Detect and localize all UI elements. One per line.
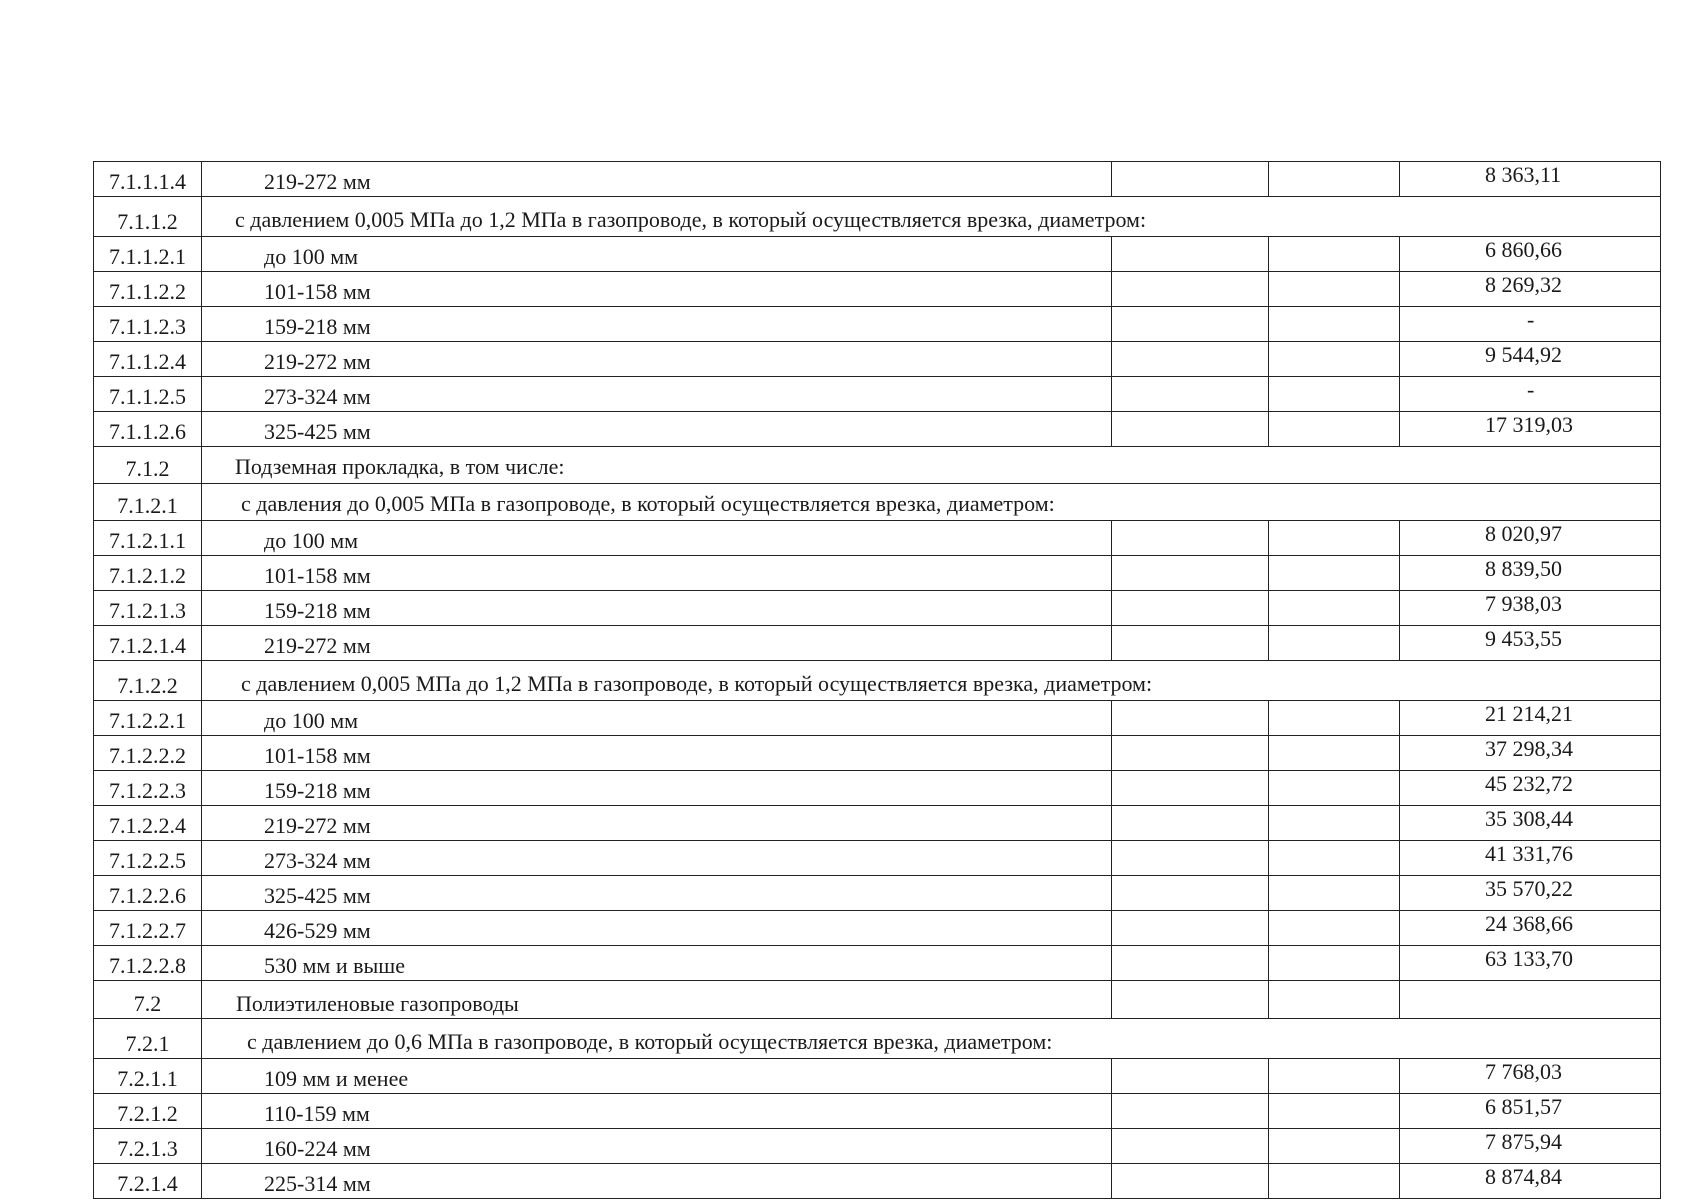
row-value: 35 570,22 [1400,876,1661,911]
row-number: 7.1.2 [94,447,202,484]
empty-cell [1112,911,1269,946]
empty-cell [1269,307,1400,342]
section-description: с давлением до 0,6 МПа в газопроводе, в который осуществляется врезка, диаметром: [202,1019,1661,1059]
empty-cell [1112,701,1269,736]
row-value: 37 298,34 [1400,736,1661,771]
empty-cell [1112,412,1269,447]
row-number: 7.1.2.2.8 [94,946,202,981]
row-number: 7.1.1.2.5 [94,377,202,412]
empty-cell [1112,521,1269,556]
row-number: 7.1.1.1.4 [94,162,202,197]
empty-cell [1269,841,1400,876]
row-number: 7.1.2.2.3 [94,771,202,806]
empty-cell [1112,556,1269,591]
row-description: 160-224 мм [202,1129,1112,1164]
row-value: 63 133,70 [1400,946,1661,981]
row-description: 101-158 мм [202,556,1112,591]
empty-cell [1112,876,1269,911]
section-row [94,447,1661,484]
empty-cell [1112,237,1269,272]
empty-cell [1112,626,1269,661]
section-row [94,661,1661,701]
table-row [94,946,1661,981]
row-description: 325-425 мм [202,412,1112,447]
empty-cell [1269,521,1400,556]
row-number: 7.2 [94,981,202,1019]
row-value: 17 319,03 [1400,412,1661,447]
row-description: 426-529 мм [202,911,1112,946]
row-description: 219-272 мм [202,806,1112,841]
section-description: с давления до 0,005 МПа в газопроводе, в который осуществляется врезка, диаметром: [202,484,1661,521]
empty-cell [1269,981,1400,1019]
row-value: 41 331,76 [1400,841,1661,876]
empty-cell [1269,1164,1400,1199]
empty-cell [1112,591,1269,626]
row-description: 219-272 мм [202,162,1112,197]
row-number: 7.1.2.2.4 [94,806,202,841]
empty-cell [1269,342,1400,377]
row-description: 159-218 мм [202,591,1112,626]
table-row [94,237,1661,272]
row-description: 110-159 мм [202,1094,1112,1129]
section-description: с давлением 0,005 МПа до 1,2 МПа в газопроводе, в который осуществляется врезка, диаметром: [202,197,1661,237]
section-description: Подземная прокладка, в том числе: [202,447,1661,484]
empty-cell [1269,626,1400,661]
empty-cell [1112,806,1269,841]
group-row [94,981,1661,1019]
table-row [94,1094,1661,1129]
tariff-table-sheet [93,161,1660,1199]
empty-cell [1269,162,1400,197]
empty-cell [1112,981,1269,1019]
empty-cell [1269,1129,1400,1164]
row-description: 225-314 мм [202,1164,1112,1199]
table-row [94,1164,1661,1199]
row-value: 8 269,32 [1400,272,1661,307]
empty-cell [1112,841,1269,876]
row-description: 273-324 мм [202,377,1112,412]
row-number: 7.1.2.1.2 [94,556,202,591]
row-description: 109 мм и менее [202,1059,1112,1094]
row-value: 8 839,50 [1400,556,1661,591]
empty-cell [1112,1059,1269,1094]
row-number: 7.1.2.1 [94,484,202,521]
row-description: 530 мм и выше [202,946,1112,981]
section-row [94,197,1661,237]
row-number: 7.1.2.2 [94,661,202,701]
empty-cell [1269,1094,1400,1129]
row-number: 7.1.2.2.7 [94,911,202,946]
row-value [1400,981,1661,1019]
row-value: 24 368,66 [1400,911,1661,946]
row-value: 8 363,11 [1400,162,1661,197]
table-row [94,1059,1661,1094]
row-value: - [1400,307,1661,342]
empty-cell [1112,377,1269,412]
table-row [94,412,1661,447]
empty-cell [1269,876,1400,911]
row-value: 7 768,03 [1400,1059,1661,1094]
table-row [94,342,1661,377]
row-value: 8 020,97 [1400,521,1661,556]
empty-cell [1112,1164,1269,1199]
empty-cell [1112,1094,1269,1129]
empty-cell [1269,591,1400,626]
row-description: 273-324 мм [202,841,1112,876]
row-description: до 100 мм [202,521,1112,556]
empty-cell [1269,806,1400,841]
empty-cell [1112,1129,1269,1164]
row-value: 8 874,84 [1400,1164,1661,1199]
row-number: 7.1.2.1.1 [94,521,202,556]
table-row [94,736,1661,771]
table-row [94,911,1661,946]
empty-cell [1269,771,1400,806]
row-number: 7.1.2.2.6 [94,876,202,911]
row-number: 7.2.1.4 [94,1164,202,1199]
table-row [94,521,1661,556]
row-value: 7 875,94 [1400,1129,1661,1164]
empty-cell [1269,412,1400,447]
row-description: 159-218 мм [202,307,1112,342]
row-number: 7.2.1.2 [94,1094,202,1129]
section-row [94,484,1661,521]
table-row [94,626,1661,661]
empty-cell [1269,1059,1400,1094]
row-number: 7.1.1.2.2 [94,272,202,307]
row-value: - [1400,377,1661,412]
row-number: 7.1.1.2.4 [94,342,202,377]
empty-cell [1269,946,1400,981]
table-row [94,307,1661,342]
table-row [94,272,1661,307]
row-value: 7 938,03 [1400,591,1661,626]
empty-cell [1112,342,1269,377]
empty-cell [1269,237,1400,272]
empty-cell [1269,736,1400,771]
empty-cell [1269,272,1400,307]
row-number: 7.1.2.2.5 [94,841,202,876]
row-description: 159-218 мм [202,771,1112,806]
row-description: до 100 мм [202,701,1112,736]
table-row [94,771,1661,806]
row-number: 7.2.1 [94,1019,202,1059]
row-number: 7.1.1.2.6 [94,412,202,447]
row-number: 7.2.1.3 [94,1129,202,1164]
table-row [94,701,1661,736]
tariff-table-body [94,162,1661,1199]
empty-cell [1269,377,1400,412]
row-description: до 100 мм [202,237,1112,272]
empty-cell [1269,911,1400,946]
row-value: 9 544,92 [1400,342,1661,377]
row-number: 7.1.2.1.3 [94,591,202,626]
row-description: 101-158 мм [202,272,1112,307]
table-row [94,591,1661,626]
row-number: 7.1.1.2.1 [94,237,202,272]
row-number: 7.1.2.2.1 [94,701,202,736]
row-number: 7.1.2.2.2 [94,736,202,771]
row-number: 7.1.2.1.4 [94,626,202,661]
table-row [94,556,1661,591]
row-number: 7.1.1.2.3 [94,307,202,342]
table-row [94,1129,1661,1164]
row-value: 6 860,66 [1400,237,1661,272]
row-value: 9 453,55 [1400,626,1661,661]
table-row [94,841,1661,876]
table-row [94,377,1661,412]
row-value: 21 214,21 [1400,701,1661,736]
row-description: 325-425 мм [202,876,1112,911]
empty-cell [1112,272,1269,307]
row-number: 7.1.1.2 [94,197,202,237]
row-value: 35 308,44 [1400,806,1661,841]
empty-cell [1269,556,1400,591]
row-description: 101-158 мм [202,736,1112,771]
empty-cell [1112,307,1269,342]
table-row [94,162,1661,197]
table-row [94,876,1661,911]
row-description: 219-272 мм [202,626,1112,661]
section-row [94,1019,1661,1059]
group-description: Полиэтиленовые газопроводы [202,981,1112,1019]
row-number: 7.2.1.1 [94,1059,202,1094]
empty-cell [1112,736,1269,771]
empty-cell [1112,162,1269,197]
row-value: 45 232,72 [1400,771,1661,806]
row-value: 6 851,57 [1400,1094,1661,1129]
empty-cell [1112,771,1269,806]
empty-cell [1112,946,1269,981]
section-description: с давлением 0,005 МПа до 1,2 МПа в газопроводе, в который осуществляется врезка, диаметром: [202,661,1661,701]
table-row [94,806,1661,841]
tariff-table [93,161,1661,1199]
row-description: 219-272 мм [202,342,1112,377]
empty-cell [1269,701,1400,736]
